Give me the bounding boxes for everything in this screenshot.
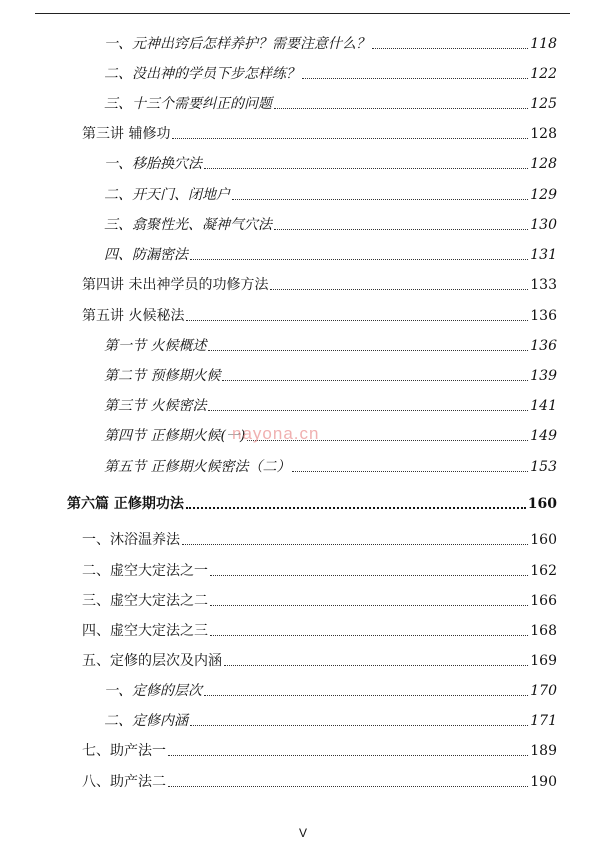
toc-dot-leader xyxy=(186,507,526,509)
toc-entry-title: 二、定修内涵 xyxy=(104,713,188,729)
toc-entry[interactable] xyxy=(104,246,557,264)
toc-part-entry[interactable] xyxy=(67,495,557,513)
toc-dot-leader xyxy=(372,48,528,49)
toc-dot-leader xyxy=(190,259,528,260)
toc-entry-title: 第四节 正修期火候(一) xyxy=(104,428,246,444)
toc-entry[interactable] xyxy=(82,276,557,294)
toc-entry-page: 141 xyxy=(530,398,557,414)
toc-entry-title: 第六篇 正修期功法 xyxy=(67,496,184,512)
toc-dot-leader xyxy=(182,544,528,545)
toc-entry-title: 四、虚空大定法之三 xyxy=(82,623,208,639)
toc-entry[interactable] xyxy=(82,652,557,670)
toc-entry-title: 一、元神出窍后怎样养护？需要注意什么？ xyxy=(104,36,370,52)
toc-dot-leader xyxy=(208,410,528,411)
toc-entry[interactable] xyxy=(104,155,557,173)
page-number: V xyxy=(298,826,307,840)
watermark-text: nayona.cn xyxy=(232,424,320,443)
toc-entry[interactable] xyxy=(104,682,557,700)
toc-entry-page: 129 xyxy=(530,187,557,203)
toc-dot-leader xyxy=(210,575,528,576)
toc-entry-title: 二、开天门、闭地户 xyxy=(104,187,230,203)
toc-dot-leader xyxy=(204,695,528,696)
toc-entry-page: 122 xyxy=(530,66,557,82)
toc-entry-title: 第四讲 未出神学员的功修方法 xyxy=(82,277,269,293)
toc-entry-page: 162 xyxy=(530,563,557,579)
toc-entry-page: 160 xyxy=(530,532,557,548)
toc-entry-title: 三、翕聚性光、凝神气穴法 xyxy=(104,217,272,233)
toc-entry-title: 三、虚空大定法之二 xyxy=(82,593,208,609)
toc-entry-page: 128 xyxy=(530,126,557,142)
toc-entry-title: 二、虚空大定法之一 xyxy=(82,563,208,579)
toc-entry[interactable] xyxy=(82,622,557,640)
toc-entry-title: 五、定修的层次及内涵 xyxy=(82,653,222,669)
toc-dot-leader xyxy=(224,665,528,666)
toc-entry-page: 168 xyxy=(530,623,557,639)
toc-entry[interactable] xyxy=(104,35,557,53)
toc-entry-title: 八、助产法二 xyxy=(82,774,166,790)
toc-entry-page: 133 xyxy=(530,277,557,293)
toc-entry[interactable] xyxy=(104,186,557,204)
toc-entry-page: 160 xyxy=(527,496,557,512)
toc-entry[interactable] xyxy=(104,427,557,445)
toc-entry[interactable] xyxy=(104,65,557,83)
toc-dot-leader xyxy=(172,138,528,139)
toc-entry[interactable] xyxy=(82,773,557,791)
toc-entry-page: 118 xyxy=(530,36,557,52)
toc-entry[interactable] xyxy=(82,742,557,760)
toc-entry-page: 149 xyxy=(530,428,557,444)
toc-entry-page: 130 xyxy=(530,217,557,233)
toc-entry-title: 三、十三个需要纠正的问题 xyxy=(104,96,272,112)
toc-entry-page: 131 xyxy=(530,247,557,263)
toc-dot-leader xyxy=(292,471,528,472)
toc-entry[interactable] xyxy=(104,216,557,234)
toc-entry[interactable] xyxy=(82,531,557,549)
toc-entry-page: 125 xyxy=(530,96,557,112)
toc-entry-page: 166 xyxy=(530,593,557,609)
toc-entry-title: 四、防漏密法 xyxy=(104,247,188,263)
toc-entry[interactable] xyxy=(82,562,557,580)
toc-entry-title: 七、助产法一 xyxy=(82,743,166,759)
toc-entry[interactable] xyxy=(82,125,557,143)
toc-dot-leader xyxy=(222,380,528,381)
toc-entry-title: 第五讲 火候秘法 xyxy=(82,308,185,324)
toc-dot-leader xyxy=(208,350,528,351)
toc-entry-title: 一、移胎换穴法 xyxy=(104,156,202,172)
toc-dot-leader xyxy=(274,229,528,230)
toc-entry-title: 第一节 火候概述 xyxy=(104,338,207,354)
toc-entry[interactable] xyxy=(82,592,557,610)
toc-entry[interactable] xyxy=(104,458,557,476)
toc-entry-page: 128 xyxy=(530,156,557,172)
toc-entry-page: 136 xyxy=(530,338,557,354)
toc-entry-page: 171 xyxy=(530,713,557,729)
toc-entry[interactable] xyxy=(104,397,557,415)
toc-entry-title: 一、沐浴温养法 xyxy=(82,532,180,548)
toc-dot-leader xyxy=(232,199,528,200)
toc-entry-title: 一、定修的层次 xyxy=(104,683,202,699)
toc-entry-page: 139 xyxy=(530,368,557,384)
toc-entry-page: 170 xyxy=(530,683,557,699)
toc-dot-leader xyxy=(270,289,528,290)
toc-entry-page: 190 xyxy=(530,774,557,790)
toc-entry[interactable] xyxy=(82,307,557,325)
toc-entry-title: 第三讲 辅修功 xyxy=(82,126,171,142)
toc-dot-leader xyxy=(210,605,528,606)
toc-entry[interactable] xyxy=(104,95,557,113)
toc-entry-title: 第三节 火候密法 xyxy=(104,398,207,414)
toc-dot-leader xyxy=(210,635,528,636)
toc-dot-leader xyxy=(168,755,528,756)
toc-dot-leader xyxy=(274,108,528,109)
toc-entry-title: 二、没出神的学员下步怎样练？ xyxy=(104,66,300,82)
toc-entry[interactable] xyxy=(104,337,557,355)
toc-dot-leader xyxy=(204,168,528,169)
toc-entry-page: 169 xyxy=(530,653,557,669)
toc-dot-leader xyxy=(186,320,528,321)
toc-entry-page: 153 xyxy=(530,459,557,475)
toc-dot-leader xyxy=(302,78,528,79)
toc-entry-page: 136 xyxy=(530,308,557,324)
toc-entry-title: 第五节 正修期火候密法（二） xyxy=(104,459,291,475)
toc-dot-leader xyxy=(168,786,528,787)
toc-entry-page: 189 xyxy=(530,743,557,759)
toc-entry[interactable] xyxy=(104,367,557,385)
toc-entry-title: 第二节 预修期火候 xyxy=(104,368,221,384)
toc-dot-leader xyxy=(190,725,528,726)
toc-entry[interactable] xyxy=(104,712,557,730)
